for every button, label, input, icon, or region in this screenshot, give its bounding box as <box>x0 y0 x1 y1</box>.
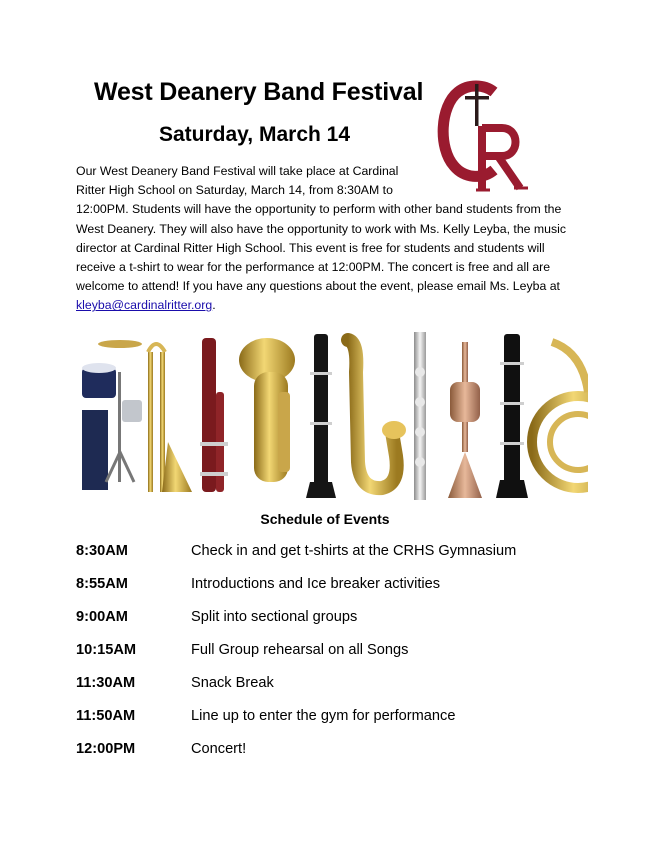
event-date: Saturday, March 14 <box>159 123 351 146</box>
intro-line: 12:00PM. Students will have the opportunity to perform with other band students from the <box>76 202 562 217</box>
intro-paragraph <box>76 162 576 316</box>
schedule-row <box>76 638 596 671</box>
schedule-row <box>76 671 596 704</box>
schedule-event: Line up to enter the gym for performance <box>191 708 456 724</box>
flute-icon <box>414 332 426 500</box>
schedule-row <box>76 737 596 770</box>
schedule-row <box>76 539 596 572</box>
intro-line: receive a t-shirt to wear for the performance at 12:00PM. The concert is free and all are <box>76 260 551 275</box>
saxophone-icon <box>348 340 406 488</box>
schedule-row <box>76 572 596 605</box>
intro-line: Our West Deanery Band Festival will take place at Cardinal <box>76 164 399 178</box>
trombone-icon <box>148 344 192 492</box>
schedule-event: Concert! <box>191 741 247 757</box>
schedule-event: Snack Break <box>191 675 274 691</box>
bassoon-icon <box>200 338 228 492</box>
trumpet-icon <box>448 342 482 498</box>
instruments-image <box>82 332 588 500</box>
clarinet-icon <box>496 334 528 498</box>
schedule-event: Full Group rehearsal on all Songs <box>191 642 409 658</box>
intro-line: welcome to attend! If you have any questions about the event, please email Ms. Leyba at <box>76 279 560 294</box>
schedule-event: Introductions and Ice breaker activities <box>191 576 441 592</box>
schedule-list <box>76 539 596 770</box>
intro-line: West Deanery. They will also have the opportunity to work with Ms. Kelly Leyba, the music <box>76 221 567 236</box>
schedule-time: 11:50AM <box>76 708 136 724</box>
schedule-time: 8:30AM <box>76 543 128 559</box>
clarinet-icon <box>306 334 336 498</box>
page-title: West Deanery Band Festival <box>94 78 424 106</box>
schedule-event: Split into sectional groups <box>191 609 358 625</box>
email-period: . <box>212 298 216 313</box>
drum-set-icon <box>82 340 142 490</box>
schedule-title: Schedule of Events <box>260 511 390 527</box>
schedule-time: 10:15AM <box>76 642 137 658</box>
schedule-time: 9:00AM <box>76 609 128 625</box>
schedule-time: 8:55AM <box>76 576 128 592</box>
schedule-time: 12:00PM <box>76 741 136 757</box>
schedule-row <box>76 704 596 737</box>
french-horn-icon <box>532 342 588 488</box>
baritone-icon <box>239 338 295 482</box>
schedule-row <box>76 605 596 638</box>
intro-line: director at Cardinal Ritter High School. This event is free for students and students will <box>76 240 545 255</box>
schedule-event: Check in and get t-shirts at the CRHS Gymnasium <box>191 543 517 559</box>
email-link[interactable]: kleyba@cardinalritter.org <box>76 298 213 313</box>
schedule-time: 11:30AM <box>76 675 136 691</box>
intro-line: Ritter High School on Saturday, March 14, from 8:30AM to <box>76 183 393 198</box>
